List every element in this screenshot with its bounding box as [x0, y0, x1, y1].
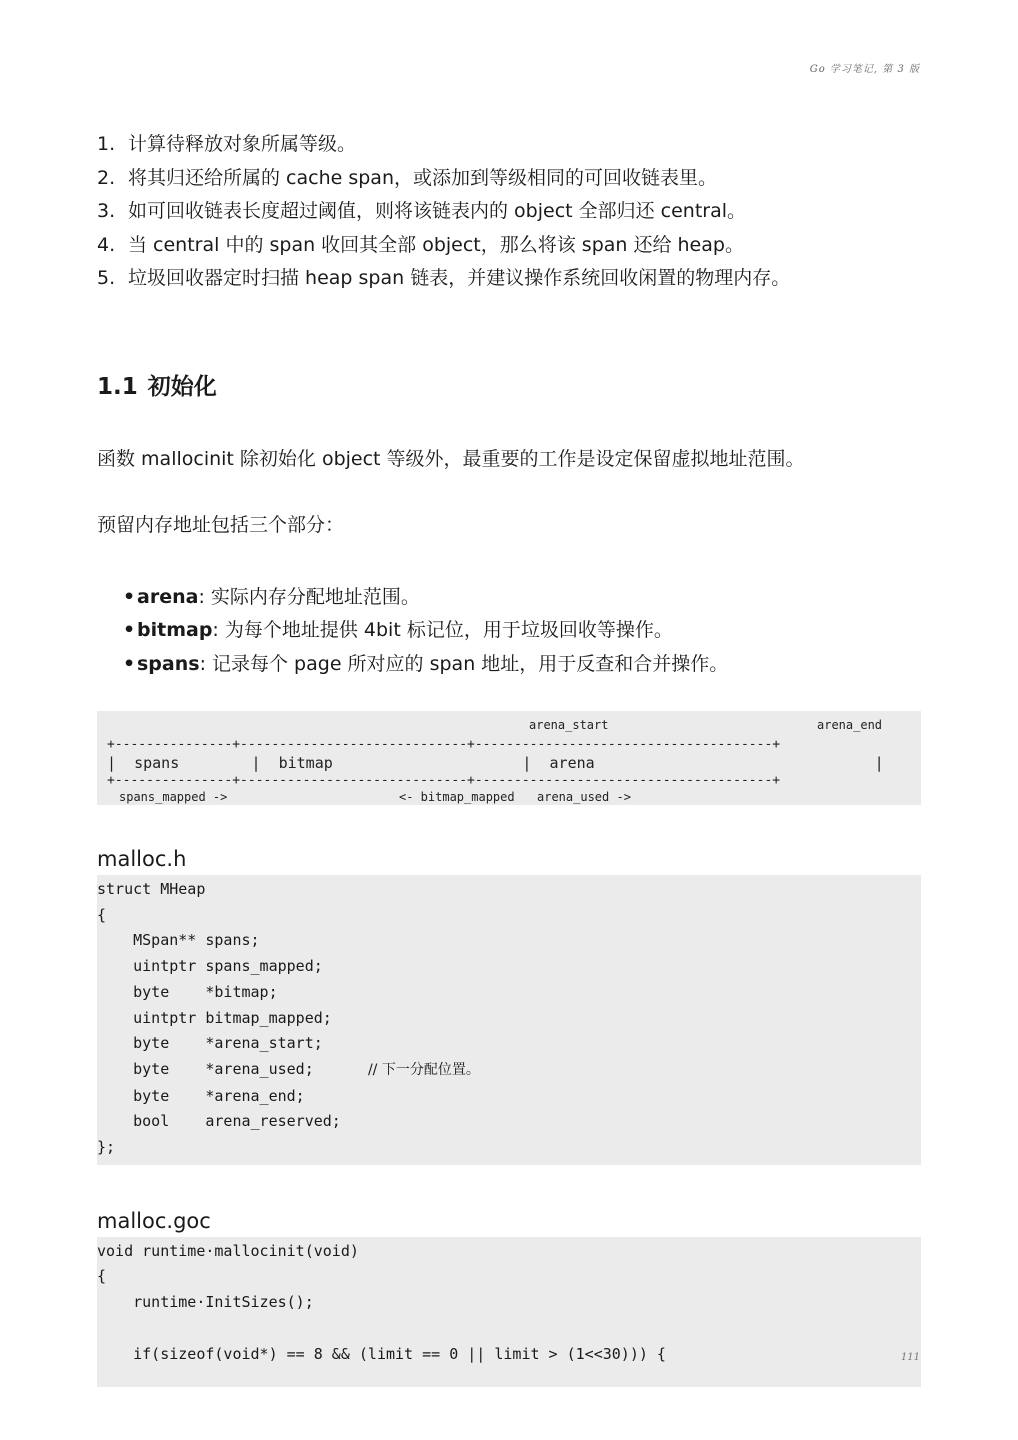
list-item: 1. 计算待释放对象所属等级。	[97, 133, 357, 155]
arena-start-label: arena_start	[529, 718, 609, 732]
intro-paragraph: 函数 mallocinit 除初始化 object 等级外，最重要的工作是设定保留虚拟地址范围。	[97, 447, 805, 470]
code-line: byte *arena_used; // 下一分配位置。	[97, 1059, 480, 1078]
code-line: byte *bitmap;	[97, 982, 278, 1001]
spans-mapped-label: spans_mapped ->	[119, 790, 228, 804]
list-item: •bitmap: 为每个地址提供 4bit 标记位，用于垃圾回收等操作。	[123, 614, 921, 648]
code-line: if(sizeof(void*) == 8 && (limit == 0 || limit > (1<<30))) {	[97, 1344, 666, 1363]
code-line: byte *arena_start;	[97, 1034, 323, 1053]
list-item: 2. 将其归还给所属的 cache span，或添加到等级相同的可回收链表里。	[97, 166, 717, 189]
diagram-border-bottom: +---------------+-----------------------------+--------------------------------------+	[107, 773, 781, 788]
code-line: };	[97, 1138, 116, 1157]
arena-used-label: arena_used ->	[537, 790, 631, 804]
lead-paragraph: 预留内存地址包括三个部分：	[97, 513, 345, 536]
code-line: struct MHeap	[97, 880, 206, 898]
free-steps-list	[97, 128, 921, 296]
memory-layout-diagram	[97, 711, 921, 805]
code-line: byte *arena_end;	[97, 1086, 305, 1105]
code-line: uintptr bitmap_mapped;	[97, 1008, 332, 1027]
bullet-icon: •	[123, 619, 136, 641]
malloc-goc-caption: malloc.goc	[97, 1208, 211, 1233]
reserved-parts-list	[97, 581, 921, 682]
code-line	[97, 1316, 921, 1342]
bitmap-mapped-label: <- bitmap_mapped	[399, 790, 515, 804]
section-heading: 1.1 初始化	[97, 373, 217, 400]
code-line: runtime·InitSizes();	[97, 1293, 314, 1312]
malloc-h-caption: malloc.h	[97, 847, 187, 871]
diagram-row: | spans | bitmap | arena |	[107, 754, 884, 772]
page-number: 111	[900, 1352, 920, 1363]
bullet-icon: •	[123, 652, 136, 675]
code-line: void runtime·mallocinit(void)	[97, 1241, 359, 1260]
code-line: bool arena_reserved;	[97, 1112, 341, 1131]
code-line: MSpan** spans;	[97, 931, 260, 950]
code-line: {	[97, 905, 107, 924]
bullet-icon: •	[123, 585, 136, 608]
list-item: •arena: 实际内存分配地址范围。	[123, 581, 921, 615]
arena-end-label: arena_end	[817, 718, 883, 732]
code-line: uintptr spans_mapped;	[97, 957, 323, 976]
list-item: •spans: 记录每个 page 所对应的 span 地址，用于反查和合并操作。	[123, 648, 921, 682]
list-item: 4. 当 central 中的 span 收回其全部 object，那么将该 span 还给 heap。	[97, 233, 744, 256]
malloc-goc-code	[97, 1237, 921, 1388]
page-content	[97, 128, 921, 1387]
list-item: 5. 垃圾回收器定时扫描 heap span 链表，并建议操作系统回收闲置的物理内存。	[97, 267, 791, 289]
code-comment: // 下一分配位置。	[367, 1061, 480, 1078]
list-item: 3. 如可回收链表长度超过阈值，则将该链表内的 object 全部归还 central。	[97, 200, 747, 222]
diagram-border-top: +---------------+-----------------------------+--------------------------------------+	[107, 737, 781, 752]
running-header: Go 学习笔记, 第 3 版	[809, 64, 920, 75]
code-line: {	[97, 1267, 107, 1286]
malloc-h-code	[97, 875, 921, 1165]
